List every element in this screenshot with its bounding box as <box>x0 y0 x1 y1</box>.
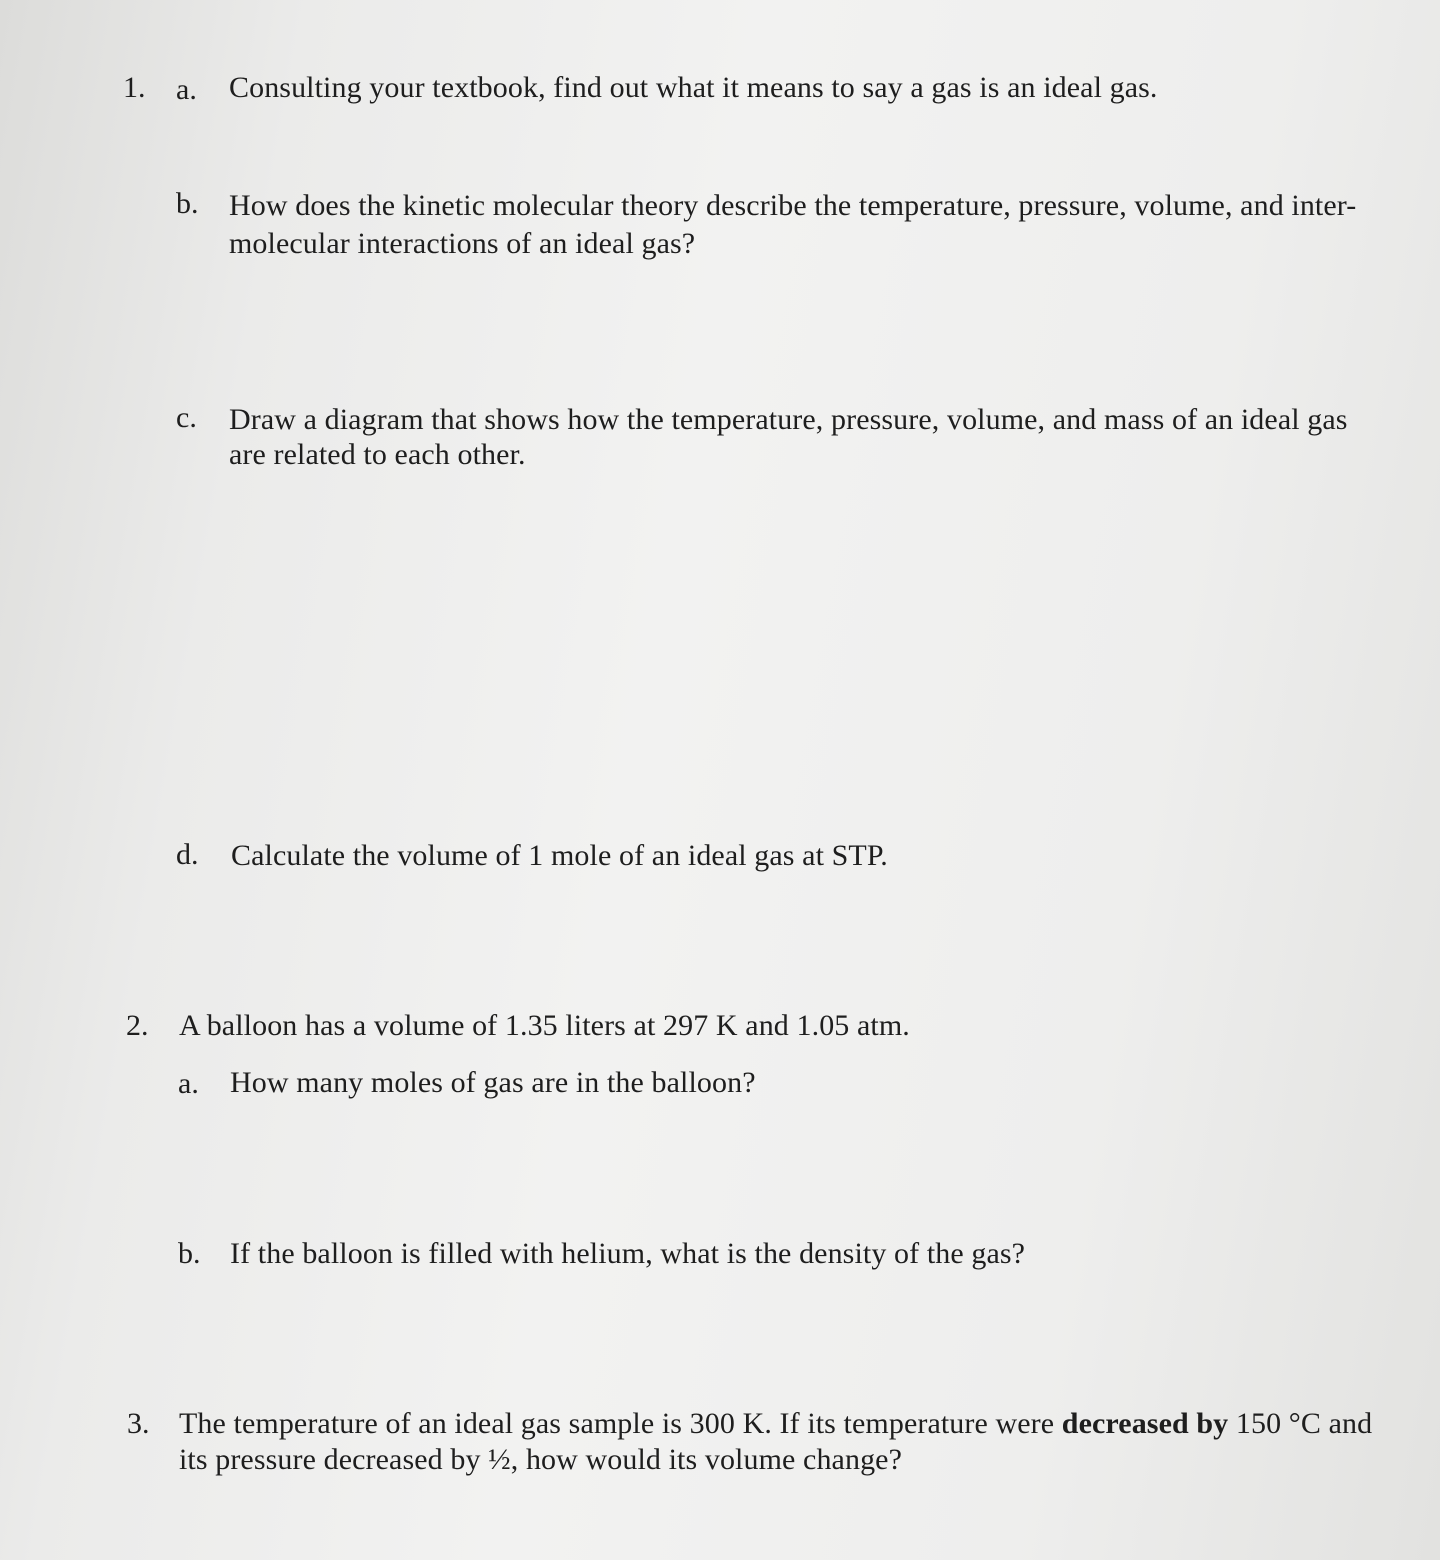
question-3-text-line1 <box>179 1406 1372 1442</box>
question-3-number: 3. <box>127 1407 150 1440</box>
question-2a-text: How many moles of gas are in the balloon? <box>230 1066 756 1099</box>
question-2b-label: b. <box>178 1237 201 1270</box>
question-1d-text: Calculate the volume of 1 mole of an ideal gas at STP. <box>231 839 888 872</box>
question-1-number: 1. <box>123 71 146 104</box>
question-3-emphasis: decreased by <box>1061 1407 1229 1440</box>
question-3-text-line2: its pressure decreased by ½, how would its volume change? <box>179 1443 903 1476</box>
question-3-text-part2: 150 °C and <box>1228 1407 1373 1440</box>
question-1a-label: a. <box>176 73 197 106</box>
question-1c-label: c. <box>176 401 197 434</box>
question-1b-text-line1: How does the kinetic molecular theory describe the temperature, pressure, volume, and inter- <box>229 189 1357 222</box>
question-1b-label: b. <box>176 187 199 220</box>
question-3-text-part1: The temperature of an ideal gas sample is 300 K. If its temperature were <box>179 1407 1062 1440</box>
question-2a-label: a. <box>178 1067 199 1100</box>
question-1a-text: Consulting your textbook, find out what it means to say a gas is an ideal gas. <box>229 71 1158 104</box>
question-1c-text-line2: are related to each other. <box>229 438 526 471</box>
question-1d-label: d. <box>176 838 199 871</box>
question-2-stem: A balloon has a volume of 1.35 liters at 297 K and 1.05 atm. <box>179 1009 910 1042</box>
question-1b-text-line2: molecular interactions of an ideal gas? <box>229 227 696 260</box>
question-2b-text: If the balloon is filled with helium, what is the density of the gas? <box>230 1237 1026 1270</box>
question-1c-text-line1: Draw a diagram that shows how the temperature, pressure, volume, and mass of an ideal gas <box>229 403 1348 436</box>
question-2-number: 2. <box>126 1009 149 1042</box>
